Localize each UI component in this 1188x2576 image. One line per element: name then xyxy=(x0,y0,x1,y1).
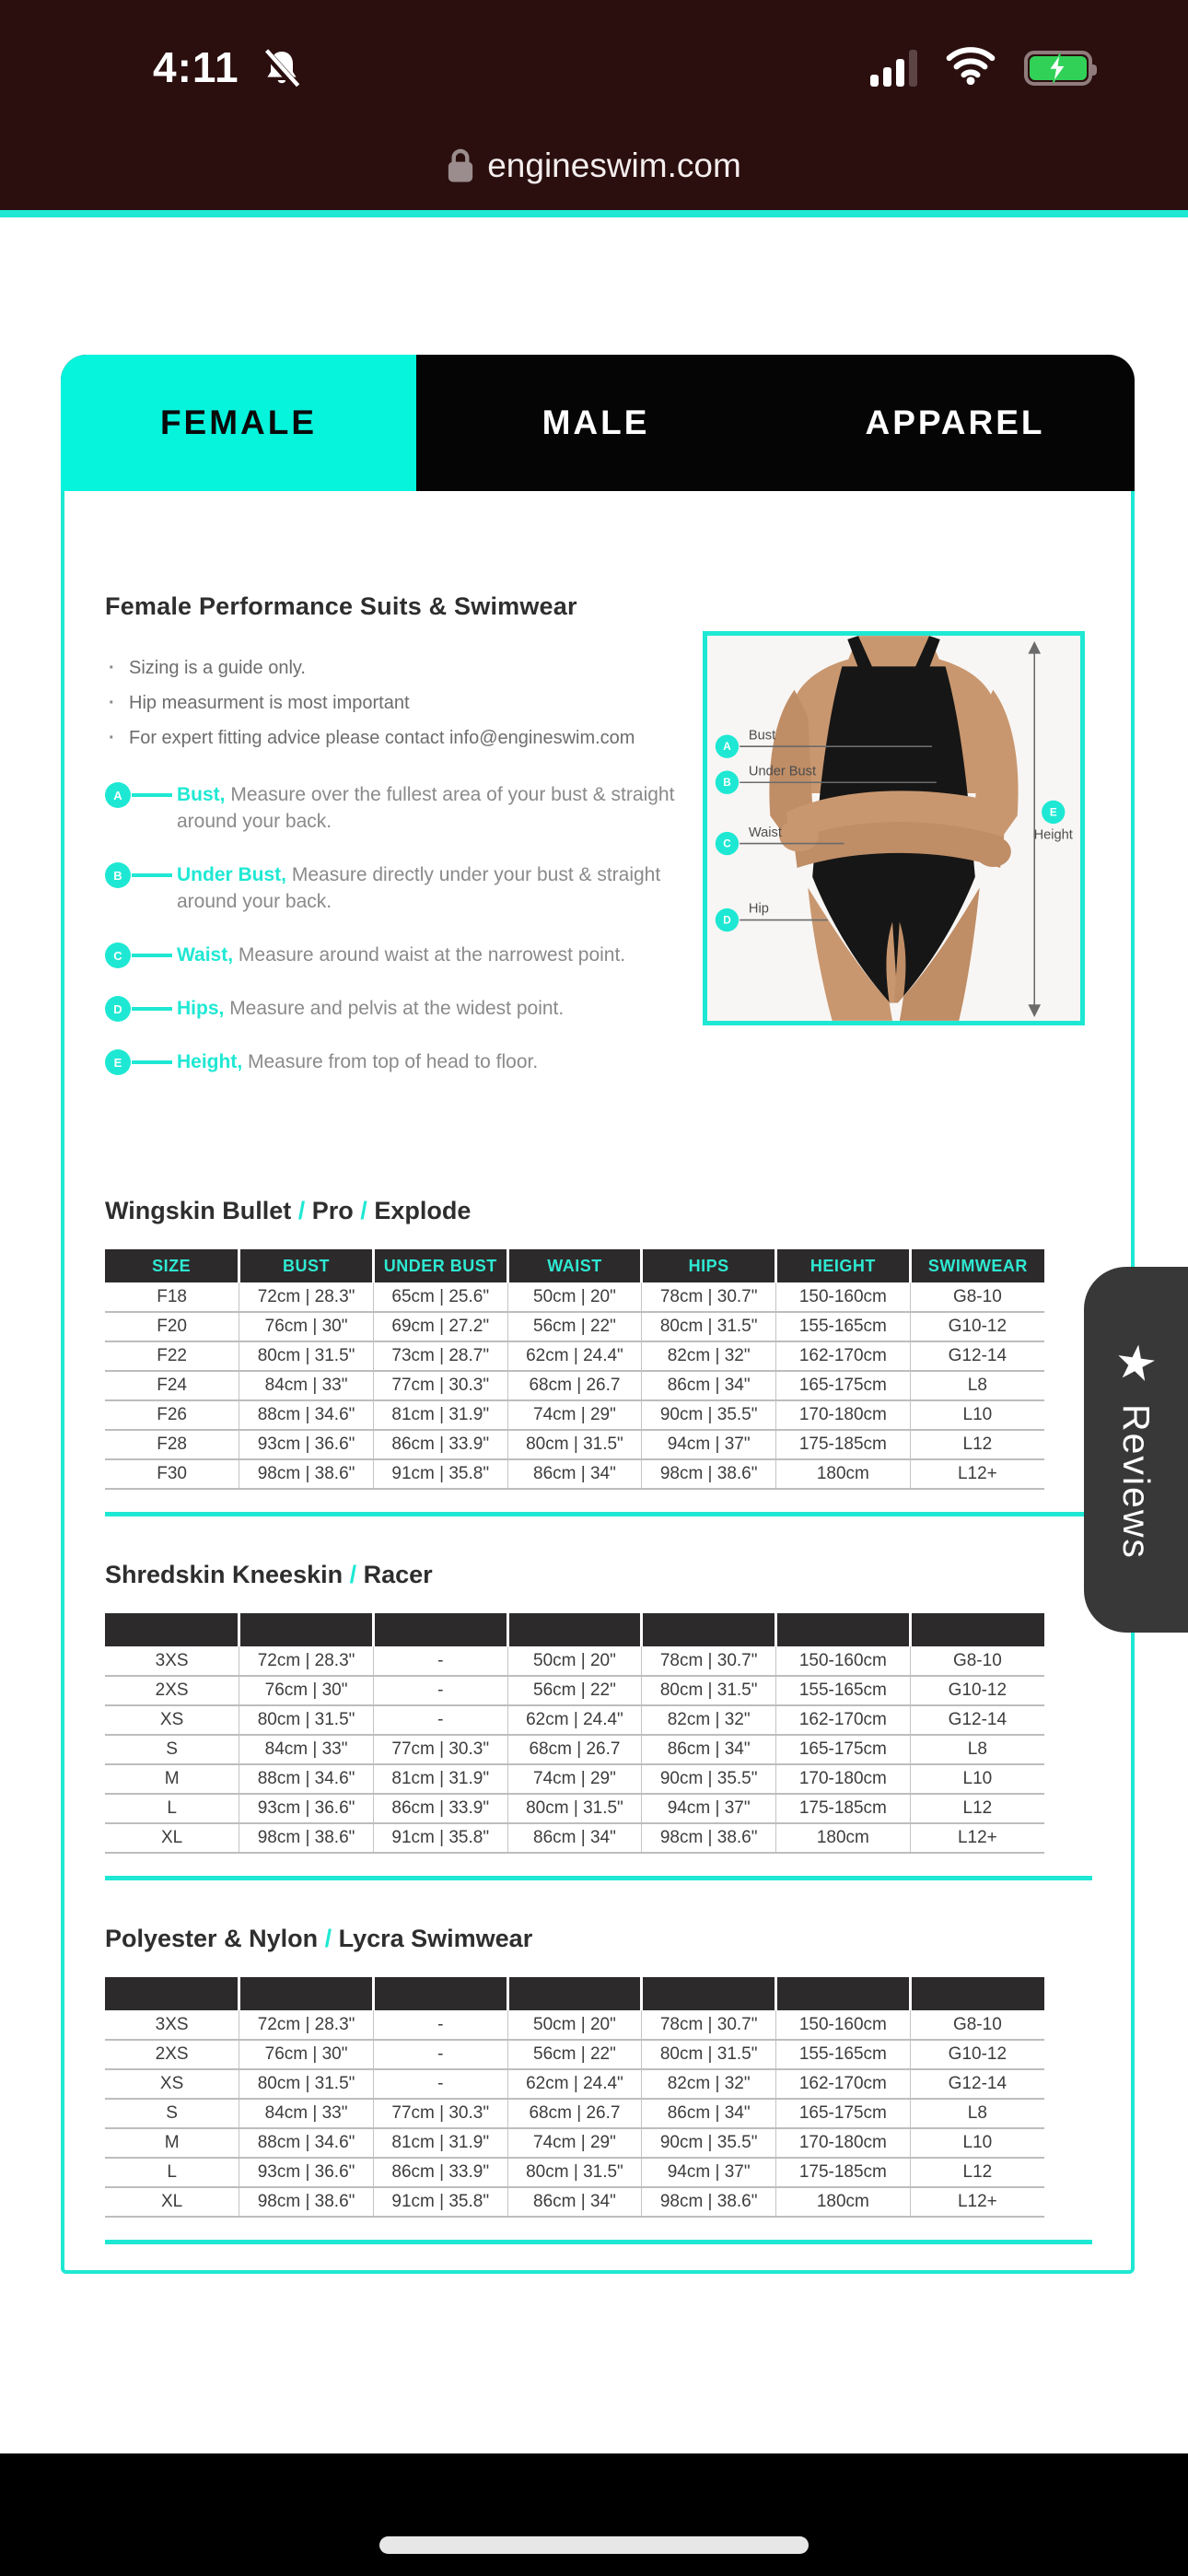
table-cell: 98cm | 38.6" xyxy=(239,1823,374,1853)
table-cell: 68cm | 26.7 xyxy=(507,1735,642,1764)
table-cell: - xyxy=(373,2040,507,2069)
table-cell: - xyxy=(373,1705,507,1735)
diagram-label-height: Height xyxy=(1033,827,1073,843)
table-cell: F24 xyxy=(105,1371,239,1400)
table-cell: 162-170cm xyxy=(776,2069,911,2099)
battery-charging-icon xyxy=(1024,51,1092,86)
title-slash: / xyxy=(318,1925,339,1952)
table-cell: L12+ xyxy=(910,2187,1044,2217)
letter-badge: B xyxy=(105,862,131,888)
table-cell: 73cm | 28.7" xyxy=(373,1341,507,1371)
table-cell: 155-165cm xyxy=(776,1312,911,1341)
table-cell: 3XS xyxy=(105,2010,239,2040)
table-cell: 86cm | 33.9" xyxy=(373,1794,507,1823)
table-row xyxy=(105,1764,1044,1794)
table-cell: F22 xyxy=(105,1341,239,1371)
address-bar[interactable] xyxy=(0,136,1188,195)
table-cell: L12+ xyxy=(910,1459,1044,1489)
table-cell: 78cm | 30.7" xyxy=(642,1282,776,1312)
table-cell: 180cm xyxy=(776,2187,911,2217)
column-header xyxy=(373,1977,507,2010)
table-cell: F30 xyxy=(105,1459,239,1489)
table-cell: 2XS xyxy=(105,2040,239,2069)
section-title: Polyester & Nylon / Lycra Swimwear xyxy=(105,1925,533,1952)
table-cell: M xyxy=(105,1764,239,1794)
table-row xyxy=(105,1823,1044,1853)
table-cell: L8 xyxy=(910,1735,1044,1764)
table-cell: F18 xyxy=(105,1282,239,1312)
table-cell: 91cm | 35.8" xyxy=(373,1823,507,1853)
letter-badge: E xyxy=(105,1049,131,1075)
table-cell: G10-12 xyxy=(910,2040,1044,2069)
table-cell: 175-185cm xyxy=(776,1430,911,1459)
table-cell: 94cm | 37" xyxy=(642,1794,776,1823)
table-cell: 74cm | 29" xyxy=(507,1400,642,1430)
page-title: Female Performance Suits & Swimwear xyxy=(105,592,577,620)
table-cell: G12-14 xyxy=(910,2069,1044,2099)
home-indicator[interactable] xyxy=(379,2536,809,2554)
tab-male[interactable]: MALE xyxy=(542,404,650,441)
badge-e: E xyxy=(1049,806,1057,819)
title-slash: / xyxy=(353,1197,375,1224)
table-cell: 91cm | 35.8" xyxy=(373,1459,507,1489)
table-row xyxy=(105,1312,1044,1341)
table-cell: 78cm | 30.7" xyxy=(642,1646,776,1676)
table-cell: 62cm | 24.4" xyxy=(507,1341,642,1371)
column-header: BUST xyxy=(239,1249,374,1282)
notifications-muted-icon xyxy=(260,48,304,92)
reviews-label: Reviews xyxy=(1115,1404,1158,1560)
dash-connector xyxy=(132,1007,172,1011)
diagram-label-hip: Hip xyxy=(748,901,769,917)
table-cell: 93cm | 36.6" xyxy=(239,1794,374,1823)
size-tables xyxy=(105,1197,1090,2244)
table-cell: 80cm | 31.5" xyxy=(642,1312,776,1341)
wifi-icon xyxy=(945,46,996,89)
column-header xyxy=(642,1613,776,1646)
table-row xyxy=(105,1371,1044,1400)
table-cell: L8 xyxy=(910,1371,1044,1400)
measurement-text: Measure around waist at the narrowest point. xyxy=(238,944,626,966)
column-header xyxy=(373,1613,507,1646)
table-cell: G10-12 xyxy=(910,1312,1044,1341)
table-cell: 170-180cm xyxy=(776,1764,911,1794)
letter-badge: C xyxy=(105,943,131,968)
table-cell: 80cm | 31.5" xyxy=(239,1705,374,1735)
star-icon: ★ xyxy=(1111,1334,1161,1393)
table-cell: - xyxy=(373,1676,507,1705)
intro-bullet: · Sizing is a guide only. xyxy=(105,650,1090,685)
size-table xyxy=(105,1249,1044,1490)
table-header-row xyxy=(105,1249,1044,1282)
measurement-diagram xyxy=(703,631,1085,1025)
table-row xyxy=(105,2040,1044,2069)
table-cell: 82cm | 32" xyxy=(642,1341,776,1371)
table-cell: 80cm | 31.5" xyxy=(642,1676,776,1705)
letter-badge: A xyxy=(105,782,131,808)
column-header: WAIST xyxy=(507,1249,642,1282)
table-cell: 62cm | 24.4" xyxy=(507,2069,642,2099)
bottom-system-bar xyxy=(0,2453,1188,2576)
table-cell: 175-185cm xyxy=(776,1794,911,1823)
column-header xyxy=(507,1977,642,2010)
table-cell: 72cm | 28.3" xyxy=(239,2010,374,2040)
table-cell: 88cm | 34.6" xyxy=(239,1764,374,1794)
table-cell: 68cm | 26.7 xyxy=(507,1371,642,1400)
table-row xyxy=(105,2158,1044,2187)
table-cell: G8-10 xyxy=(910,1282,1044,1312)
measurement-label: Hips, xyxy=(177,998,230,1019)
table-cell: XS xyxy=(105,1705,239,1735)
column-header xyxy=(239,1977,374,2010)
measurement-item xyxy=(105,781,713,835)
diagram-label-underbust: Under Bust xyxy=(748,764,817,779)
column-header: HEIGHT xyxy=(776,1249,911,1282)
reviews-side-tab[interactable] xyxy=(1084,1267,1188,1633)
table-cell: 91cm | 35.8" xyxy=(373,2187,507,2217)
table-cell: 165-175cm xyxy=(776,2099,911,2128)
table-cell: 98cm | 38.6" xyxy=(239,2187,374,2217)
table-cell: 74cm | 29" xyxy=(507,2128,642,2158)
size-table-section xyxy=(105,1561,1090,1880)
clock: 4:11 xyxy=(153,43,239,91)
column-header xyxy=(105,1977,239,2010)
table-cell: 86cm | 34" xyxy=(642,1371,776,1400)
table-cell: 3XS xyxy=(105,1646,239,1676)
table-cell: 56cm | 22" xyxy=(507,1312,642,1341)
badge-a: A xyxy=(723,741,731,754)
table-row xyxy=(105,1430,1044,1459)
section-title: Wingskin Bullet / Pro / Explode xyxy=(105,1197,472,1224)
table-cell: 80cm | 31.5" xyxy=(507,1430,642,1459)
size-table-section xyxy=(105,1197,1090,1516)
table-row xyxy=(105,2010,1044,2040)
table-cell: L xyxy=(105,1794,239,1823)
table-cell: 74cm | 29" xyxy=(507,1764,642,1794)
table-cell: 150-160cm xyxy=(776,1646,911,1676)
table-cell: 80cm | 31.5" xyxy=(507,1794,642,1823)
table-cell: 86cm | 34" xyxy=(642,1735,776,1764)
measurement-label: Bust, xyxy=(177,784,231,805)
measurement-text: Measure over the fullest area of your bust & straight around your back. xyxy=(177,784,675,832)
column-header: HIPS xyxy=(642,1249,776,1282)
badge-c: C xyxy=(723,837,731,850)
measurement-item xyxy=(105,861,713,915)
table-cell: 72cm | 28.3" xyxy=(239,1282,374,1312)
table-cell: 50cm | 20" xyxy=(507,2010,642,2040)
browser-top-bar xyxy=(0,0,1188,217)
section-divider xyxy=(105,2240,1092,2244)
intro-bullet: · For expert fitting advice please contact info@engineswim.com xyxy=(105,720,1090,755)
column-header xyxy=(507,1613,642,1646)
table-cell: 86cm | 34" xyxy=(507,1459,642,1489)
table-cell: 162-170cm xyxy=(776,1341,911,1371)
tab-female[interactable]: FEMALE xyxy=(61,355,416,491)
table-cell: 81cm | 31.9" xyxy=(373,1764,507,1794)
diagram-label-waist: Waist xyxy=(748,825,782,840)
table-cell: 50cm | 20" xyxy=(507,1646,642,1676)
table-cell: L xyxy=(105,2158,239,2187)
column-header xyxy=(105,1613,239,1646)
table-cell: 180cm xyxy=(776,1459,911,1489)
dash-connector xyxy=(132,954,172,957)
badge-d: D xyxy=(723,914,731,927)
table-cell: F26 xyxy=(105,1400,239,1430)
table-cell: L12 xyxy=(910,1794,1044,1823)
measurement-label: Under Bust, xyxy=(177,864,292,885)
table-cell: 150-160cm xyxy=(776,2010,911,2040)
letter-badge: D xyxy=(105,996,131,1022)
table-cell: 86cm | 34" xyxy=(642,2099,776,2128)
table-cell: 94cm | 37" xyxy=(642,1430,776,1459)
table-cell: L10 xyxy=(910,1764,1044,1794)
table-cell: 78cm | 30.7" xyxy=(642,2010,776,2040)
table-cell: 165-175cm xyxy=(776,1371,911,1400)
table-row xyxy=(105,2128,1044,2158)
table-cell: 81cm | 31.9" xyxy=(373,2128,507,2158)
table-cell: 84cm | 33" xyxy=(239,1371,374,1400)
table-cell: 62cm | 24.4" xyxy=(507,1705,642,1735)
table-cell: G8-10 xyxy=(910,2010,1044,2040)
table-cell: 80cm | 31.5" xyxy=(642,2040,776,2069)
dash-connector xyxy=(132,1060,172,1064)
table-cell: S xyxy=(105,2099,239,2128)
table-cell: 170-180cm xyxy=(776,2128,911,2158)
table-row xyxy=(105,1282,1044,1312)
column-header xyxy=(642,1977,776,2010)
table-cell: 76cm | 30" xyxy=(239,1312,374,1341)
table-cell: 94cm | 37" xyxy=(642,2158,776,2187)
size-table-section xyxy=(105,1925,1090,2244)
table-row xyxy=(105,2099,1044,2128)
table-cell: 68cm | 26.7 xyxy=(507,2099,642,2128)
table-cell: 80cm | 31.5" xyxy=(239,2069,374,2099)
table-row xyxy=(105,2187,1044,2217)
table-cell: 98cm | 38.6" xyxy=(239,1459,374,1489)
table-cell: 65cm | 25.6" xyxy=(373,1282,507,1312)
column-header: UNDER BUST xyxy=(373,1249,507,1282)
measurement-label: Waist, xyxy=(177,944,239,966)
dash-connector xyxy=(132,873,172,877)
table-row xyxy=(105,1341,1044,1371)
table-cell: 82cm | 32" xyxy=(642,2069,776,2099)
measurement-text: Measure directly under your bust & straight around your back. xyxy=(177,864,661,912)
table-row xyxy=(105,1794,1044,1823)
table-cell: L8 xyxy=(910,2099,1044,2128)
measurement-label: Height, xyxy=(177,1051,248,1072)
table-row xyxy=(105,2069,1044,2099)
table-cell: 81cm | 31.9" xyxy=(373,1400,507,1430)
table-cell: 86cm | 34" xyxy=(507,1823,642,1853)
column-header: SIZE xyxy=(105,1249,239,1282)
table-cell: 80cm | 31.5" xyxy=(239,1341,374,1371)
badge-b: B xyxy=(723,777,731,790)
table-cell: 90cm | 35.5" xyxy=(642,2128,776,2158)
table-cell: 80cm | 31.5" xyxy=(507,2158,642,2187)
column-header xyxy=(776,1977,911,2010)
table-cell: 98cm | 38.6" xyxy=(642,1459,776,1489)
table-cell: 56cm | 22" xyxy=(507,1676,642,1705)
measurement-list xyxy=(105,781,713,1075)
table-cell: 2XS xyxy=(105,1676,239,1705)
section-divider xyxy=(105,1512,1092,1516)
table-cell: - xyxy=(373,1646,507,1676)
size-table xyxy=(105,1977,1044,2218)
table-cell: 88cm | 34.6" xyxy=(239,2128,374,2158)
table-cell: G12-14 xyxy=(910,1341,1044,1371)
table-cell: 170-180cm xyxy=(776,1400,911,1430)
column-header xyxy=(776,1613,911,1646)
table-row xyxy=(105,1735,1044,1764)
measurement-item xyxy=(105,995,713,1022)
table-cell: 72cm | 28.3" xyxy=(239,1646,374,1676)
table-cell: 90cm | 35.5" xyxy=(642,1764,776,1794)
table-row xyxy=(105,1459,1044,1489)
table-row xyxy=(105,1646,1044,1676)
table-header-row xyxy=(105,1977,1044,2010)
table-cell: 175-185cm xyxy=(776,2158,911,2187)
size-table xyxy=(105,1613,1044,1854)
column-header: SWIMWEAR xyxy=(910,1249,1044,1282)
cellular-signal-icon xyxy=(870,50,917,87)
gender-tabs xyxy=(61,355,1135,491)
section-title: Shredskin Kneeskin / Racer xyxy=(105,1561,433,1588)
table-cell: 165-175cm xyxy=(776,1735,911,1764)
status-bar xyxy=(0,41,1188,105)
measurement-item xyxy=(105,942,713,968)
table-cell: 56cm | 22" xyxy=(507,2040,642,2069)
table-row xyxy=(105,1400,1044,1430)
table-row xyxy=(105,1676,1044,1705)
table-cell: L12+ xyxy=(910,1823,1044,1853)
table-cell: M xyxy=(105,2128,239,2158)
table-row xyxy=(105,1705,1044,1735)
section-divider xyxy=(105,1876,1092,1880)
table-cell: XL xyxy=(105,1823,239,1853)
table-cell: 76cm | 30" xyxy=(239,1676,374,1705)
table-header-row xyxy=(105,1613,1044,1646)
intro-bullet: · Hip measurment is most important xyxy=(105,685,1090,720)
table-cell: 76cm | 30" xyxy=(239,2040,374,2069)
table-cell: 90cm | 35.5" xyxy=(642,1400,776,1430)
table-cell: 155-165cm xyxy=(776,2040,911,2069)
table-cell: XS xyxy=(105,2069,239,2099)
table-cell: F28 xyxy=(105,1430,239,1459)
title-slash: / xyxy=(343,1561,364,1588)
url-text: engineswim.com xyxy=(487,146,741,184)
table-cell: 77cm | 30.3" xyxy=(373,1371,507,1400)
table-cell: 77cm | 30.3" xyxy=(373,2099,507,2128)
diagram-label-bust: Bust xyxy=(748,728,776,744)
table-cell: 93cm | 36.6" xyxy=(239,1430,374,1459)
table-cell: 86cm | 33.9" xyxy=(373,2158,507,2187)
table-cell: 86cm | 34" xyxy=(507,2187,642,2217)
table-cell: 84cm | 33" xyxy=(239,1735,374,1764)
table-cell: G8-10 xyxy=(910,1646,1044,1676)
table-cell: G12-14 xyxy=(910,1705,1044,1735)
table-cell: 150-160cm xyxy=(776,1282,911,1312)
table-cell: 98cm | 38.6" xyxy=(642,1823,776,1853)
table-cell: 77cm | 30.3" xyxy=(373,1735,507,1764)
table-cell: 155-165cm xyxy=(776,1676,911,1705)
column-header xyxy=(239,1613,374,1646)
table-cell: 86cm | 33.9" xyxy=(373,1430,507,1459)
measurement-text: Measure from top of head to floor. xyxy=(248,1051,539,1072)
table-cell: 69cm | 27.2" xyxy=(373,1312,507,1341)
table-cell: F20 xyxy=(105,1312,239,1341)
table-cell: G10-12 xyxy=(910,1676,1044,1705)
size-guide-card xyxy=(61,355,1135,2274)
column-header xyxy=(910,1977,1044,2010)
table-cell: 50cm | 20" xyxy=(507,1282,642,1312)
table-cell: 82cm | 32" xyxy=(642,1705,776,1735)
lock-icon xyxy=(447,148,474,183)
dash-connector xyxy=(132,793,172,797)
table-cell: 98cm | 38.6" xyxy=(642,2187,776,2217)
table-cell: L10 xyxy=(910,2128,1044,2158)
table-cell: 84cm | 33" xyxy=(239,2099,374,2128)
table-cell: 180cm xyxy=(776,1823,911,1853)
intro-section xyxy=(105,592,1090,1108)
tab-apparel[interactable]: APPAREL xyxy=(865,404,1045,441)
table-cell: 162-170cm xyxy=(776,1705,911,1735)
measurement-item xyxy=(105,1048,713,1075)
title-slash: / xyxy=(291,1197,312,1224)
table-cell: 93cm | 36.6" xyxy=(239,2158,374,2187)
table-cell: L12 xyxy=(910,1430,1044,1459)
table-cell: L10 xyxy=(910,1400,1044,1430)
column-header xyxy=(910,1613,1044,1646)
measurement-text: Measure and pelvis at the widest point. xyxy=(229,998,565,1019)
table-cell: XL xyxy=(105,2187,239,2217)
table-cell: S xyxy=(105,1735,239,1764)
table-cell: - xyxy=(373,2069,507,2099)
table-cell: 88cm | 34.6" xyxy=(239,1400,374,1430)
table-cell: L12 xyxy=(910,2158,1044,2187)
table-cell: - xyxy=(373,2010,507,2040)
